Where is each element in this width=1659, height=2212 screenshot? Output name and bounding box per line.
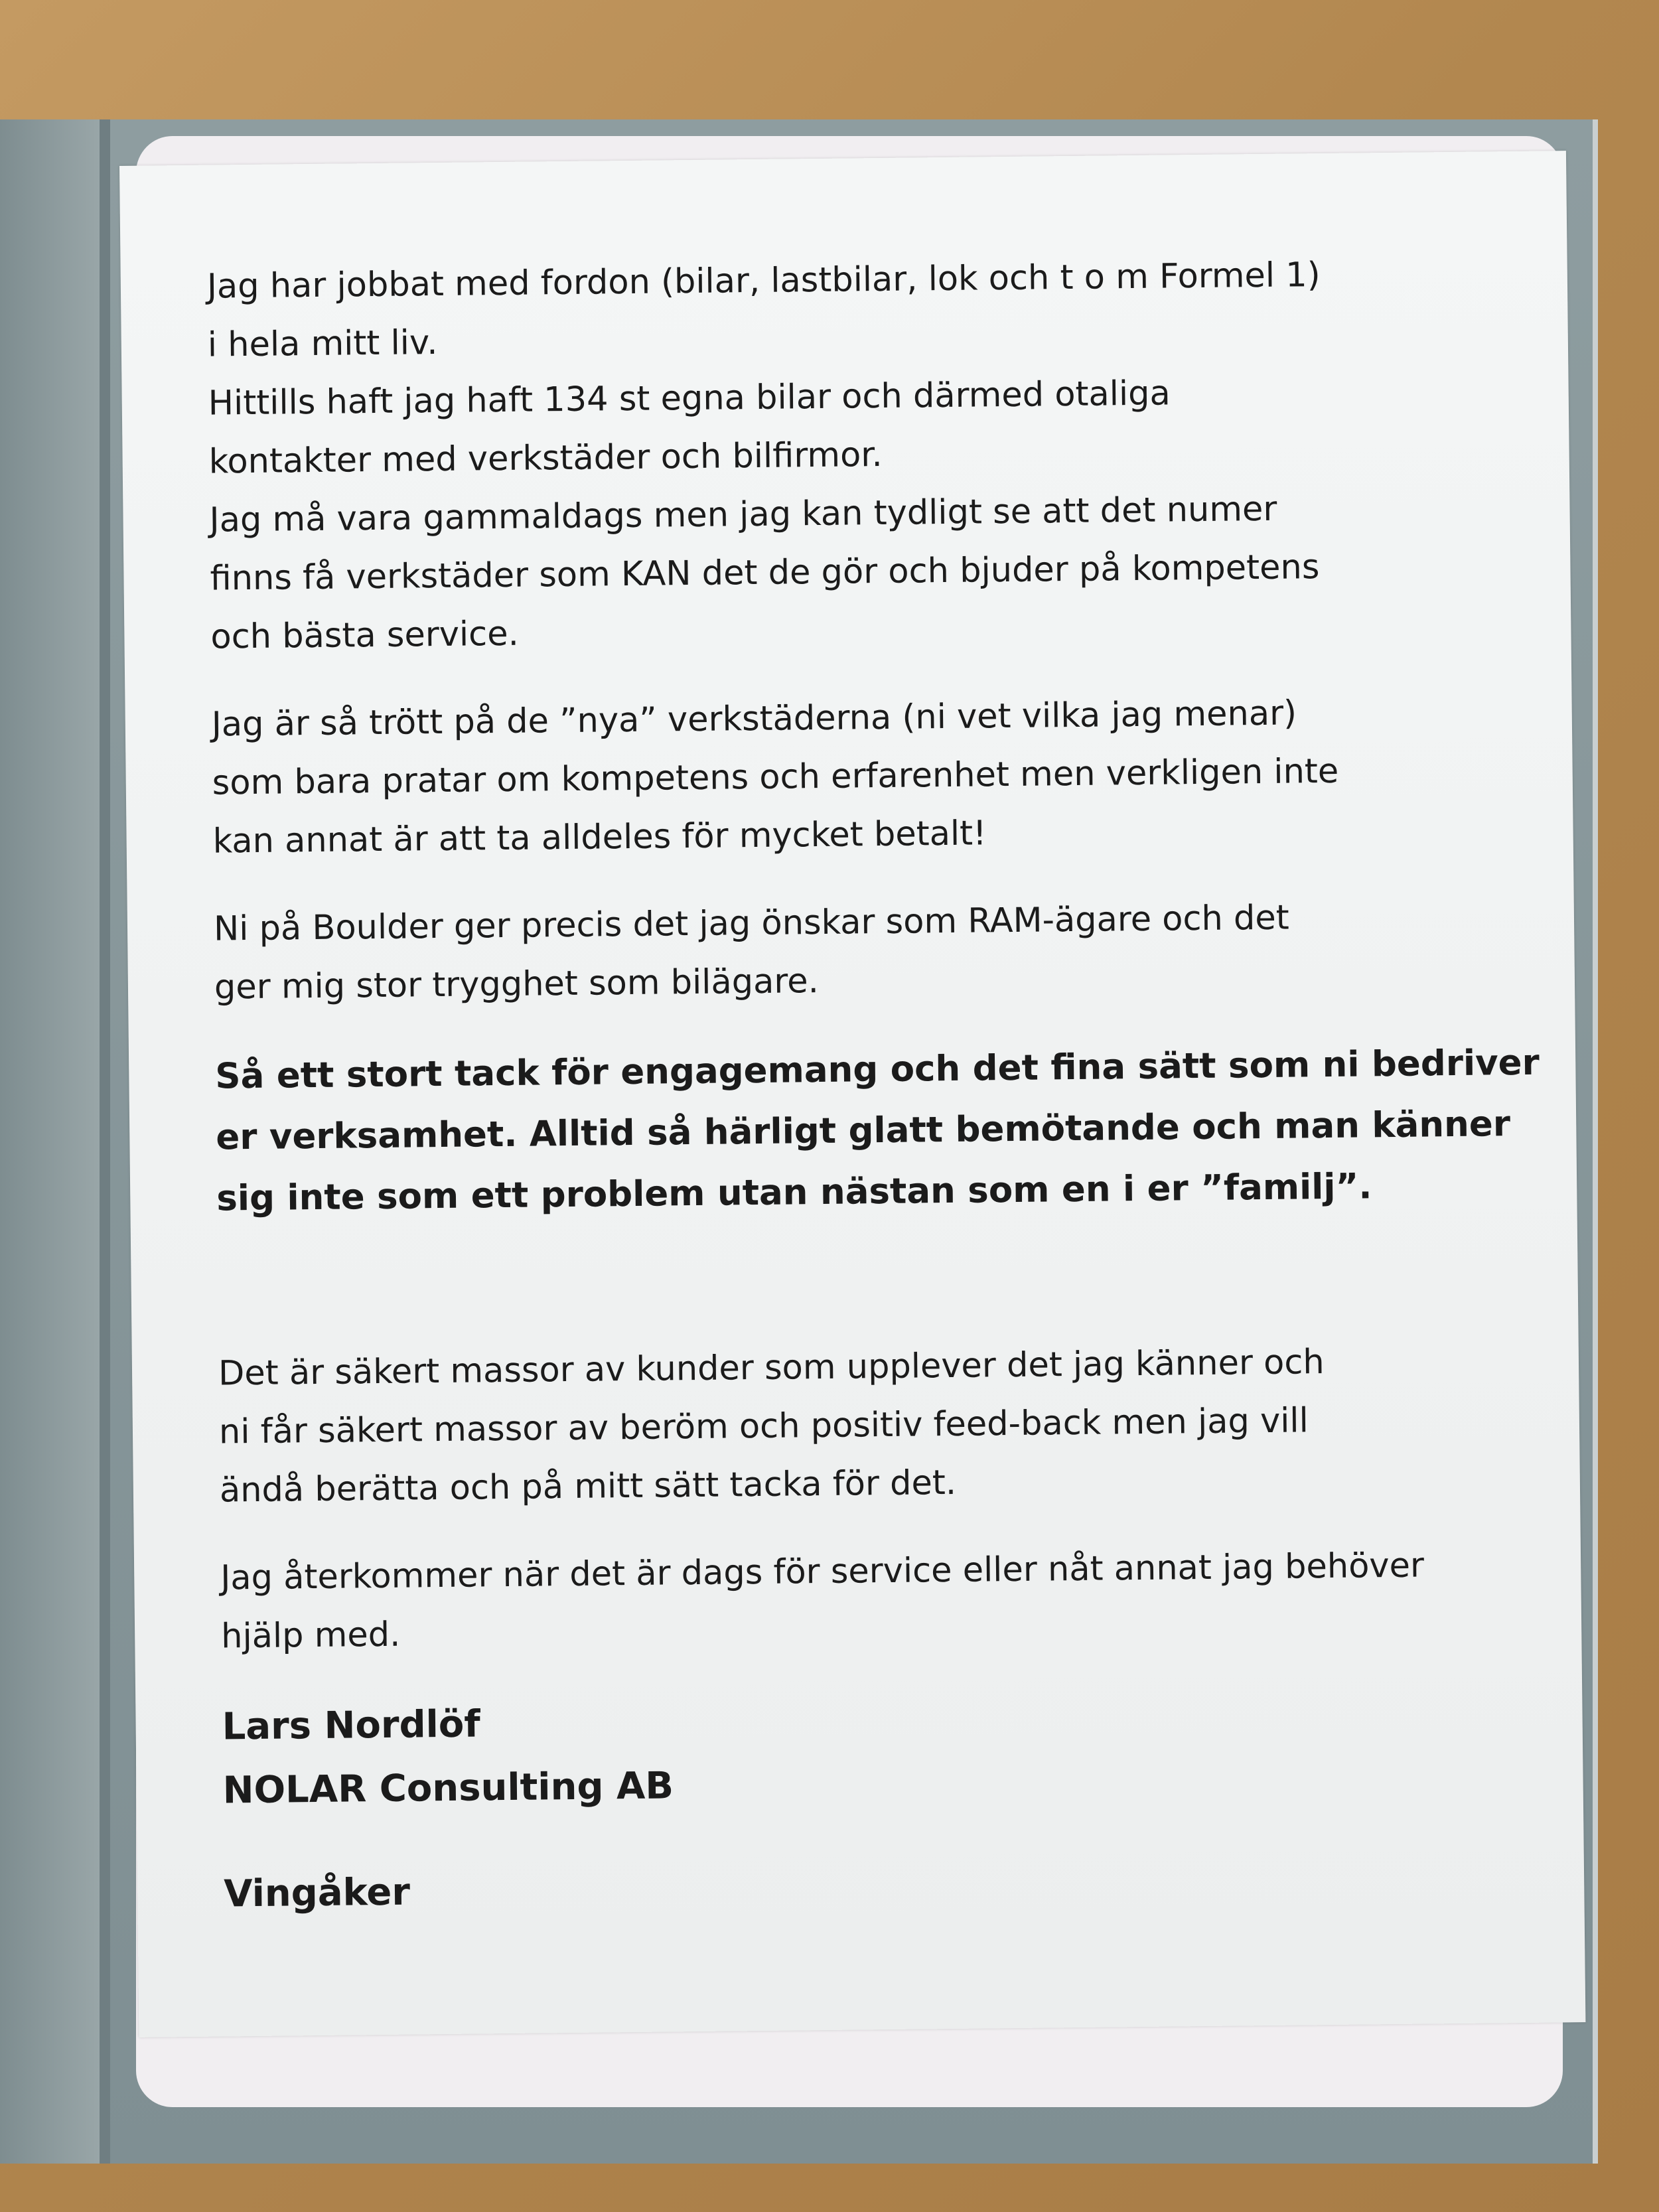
paragraph-6 (220, 1536, 1536, 1666)
text-line: finns få verkstäder som KAN det de gör och bjuder på kompetens (210, 548, 1320, 599)
text-line: ändå berätta och på mitt sätt tacka för det. (219, 1463, 957, 1511)
folder-left-panel (0, 119, 100, 2164)
signature-block (222, 1682, 1538, 1927)
paragraph-5 (218, 1331, 1534, 1520)
paragraph-2 (211, 682, 1527, 871)
text-line: Ni på Boulder ger precis det jag önskar som RAM-ägare och det (213, 898, 1290, 949)
signature-place: Vingåker (223, 1870, 411, 1916)
signature-name: Lars Nordlöf (222, 1702, 480, 1749)
text-line: ni får säkert massor av beröm och positiv feed-back men jag vill (218, 1401, 1309, 1452)
paragraph-1 (206, 244, 1524, 667)
paragraph-3 (214, 887, 1529, 1017)
text-line: Jag är så trött på de ”nya” verkstäderna (ni vet vilka jag menar) (211, 694, 1297, 745)
text-line: kontakter med verkstäder och bilfirmor. (208, 435, 883, 482)
text-line: som bara pratar om kompetens och erfarenhet men verkligen inte (212, 751, 1339, 803)
folder-spine (100, 119, 110, 2164)
letter-body (206, 244, 1538, 1927)
letter-sheet (119, 151, 1585, 2037)
text-line: sig inte som ett problem utan nästan som en i er ”familj”. (216, 1166, 1372, 1219)
text-line: Det är säkert massor av kunder som upplever det jag känner och (218, 1343, 1325, 1394)
text-line: Jag återkommer när det är dags för service eller nåt annat jag behöver (220, 1546, 1425, 1598)
text-line: och bästa service. (210, 614, 520, 657)
text-line: i hela mitt liv. (207, 323, 438, 365)
text-line: Jag må vara gammaldags men jag kan tydligt se att det numer (209, 489, 1277, 540)
paragraph-4-bold (215, 1033, 1540, 1230)
text-line: ger mig stor trygghet som bilägare. (214, 962, 820, 1007)
text-line: Hittills haft jag haft 134 st egna bilar och därmed otaliga (208, 374, 1171, 423)
spacer (217, 1245, 1532, 1345)
text-line: Jag har jobbat med fordon (bilar, lastbilar, lok och t o m Formel 1) (206, 256, 1321, 307)
text-line: Så ett stort tack för engagemang och det fina sätt som ni bedriver (215, 1042, 1540, 1097)
text-line: kan annat är att ta alldeles för mycket betalt! (212, 814, 987, 861)
text-line: er verksamhet. Alltid så härligt glatt bemötande och man känner (216, 1104, 1511, 1158)
signature-company: NOLAR Consulting AB (222, 1764, 674, 1812)
text-line: hjälp med. (220, 1615, 401, 1657)
